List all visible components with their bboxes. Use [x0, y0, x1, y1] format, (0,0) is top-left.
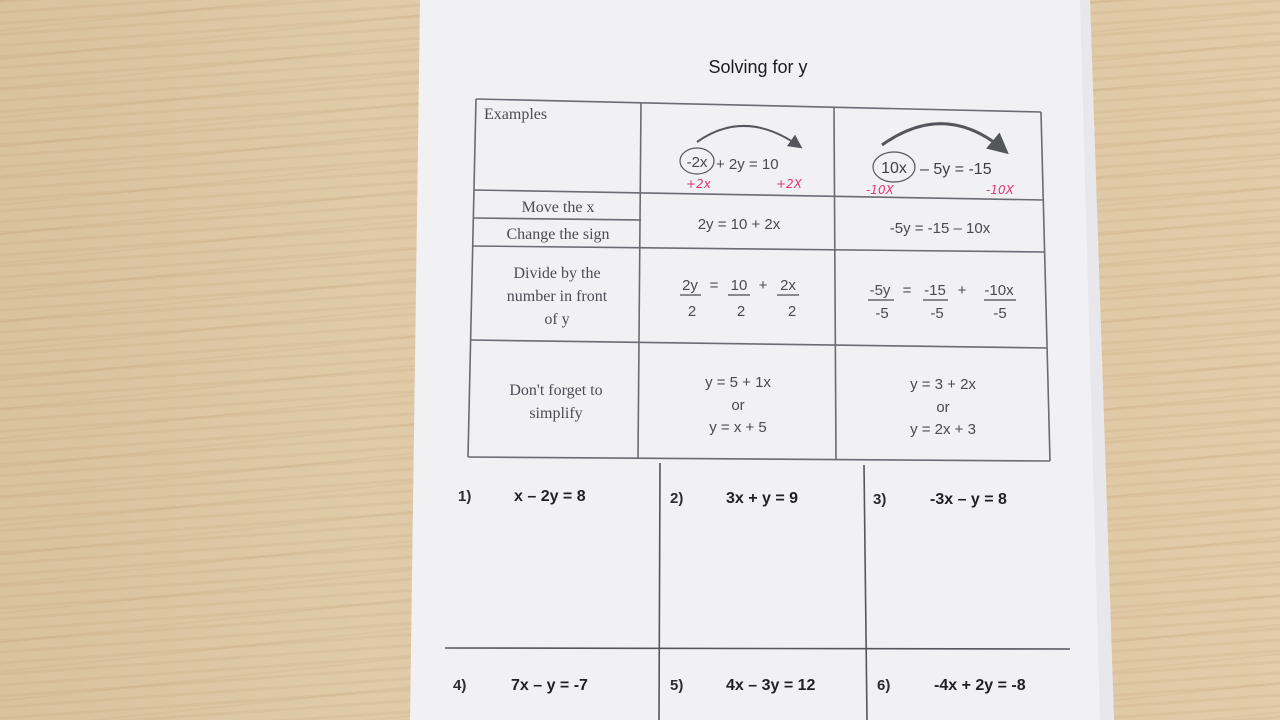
examples-header: Examples	[484, 106, 548, 123]
ex2-den-2: -5	[930, 305, 944, 322]
row-label-simplify-2: simplify	[529, 405, 583, 422]
problem-equation: 4x – 3y = 12	[726, 677, 816, 694]
example1-simplify-1: y = 5 + 1x	[705, 374, 771, 391]
ex1-op-1: =	[709, 277, 719, 294]
row-label-move: Move the x	[521, 199, 595, 216]
example2-move-result: -5y = -15 – 10x	[889, 220, 991, 237]
row-label-divide-1: Divide by the	[513, 265, 601, 282]
row-label-divide-2: number in front	[506, 288, 608, 305]
ex1-num-3: 2x	[780, 277, 796, 294]
problem-equation: -3x – y = 8	[930, 491, 1007, 508]
problem-number: 3)	[873, 491, 887, 508]
problem-number: 2)	[670, 490, 684, 507]
problem-equation: x – 2y = 8	[514, 488, 586, 505]
example1-hand-note-left: +2x	[686, 177, 711, 191]
ex2-den-1: -5	[875, 305, 889, 322]
example2-hand-note-right: -10X	[986, 183, 1014, 197]
example2-simplify-1: y = 3 + 2x	[910, 376, 976, 393]
problem-equation: -4x + 2y = -8	[934, 677, 1026, 694]
problem-number: 1)	[458, 488, 472, 505]
example2-hand-note-left: -10X	[866, 183, 894, 197]
ex1-num-1: 2y	[682, 277, 698, 294]
row-label-divide-3: of y	[544, 311, 570, 328]
example1-equation: + 2y = 10	[716, 156, 779, 173]
example1-simplify-or: or	[731, 397, 745, 414]
example1-circled-term: -2x	[686, 154, 708, 171]
ex1-op-2: +	[758, 277, 768, 294]
ex2-num-1: -5y	[869, 282, 891, 299]
problem-number: 6)	[877, 677, 891, 694]
problem-number: 4)	[453, 677, 467, 694]
example1-move-result: 2y = 10 + 2x	[697, 216, 781, 233]
row-label-change-sign: Change the sign	[506, 226, 610, 243]
ex1-den-1: 2	[687, 303, 697, 320]
ex2-op-1: =	[902, 282, 912, 299]
example2-circled-term: 10x	[881, 160, 907, 177]
ex1-den-3: 2	[787, 303, 797, 320]
ex1-num-2: 10	[730, 277, 748, 294]
ex1-den-2: 2	[736, 303, 746, 320]
example1-simplify-2: y = x + 5	[709, 419, 767, 436]
example2-equation: – 5y = -15	[920, 161, 992, 178]
problem-equation: 7x – y = -7	[511, 677, 588, 694]
page-title: Solving for y	[708, 57, 808, 77]
row-label-simplify-1: Don't forget to	[509, 382, 603, 399]
ex2-op-2: +	[957, 282, 967, 299]
ex2-den-3: -5	[993, 305, 1007, 322]
example2-simplify-2: y = 2x + 3	[910, 421, 976, 438]
ex2-num-3: -10x	[984, 282, 1014, 299]
example2-simplify-or: or	[936, 399, 950, 416]
problem-number: 5)	[670, 677, 684, 694]
problem-equation: 3x + y = 9	[726, 490, 799, 507]
example1-hand-note-right: +2X	[776, 177, 802, 191]
ex2-num-2: -15	[924, 282, 946, 299]
